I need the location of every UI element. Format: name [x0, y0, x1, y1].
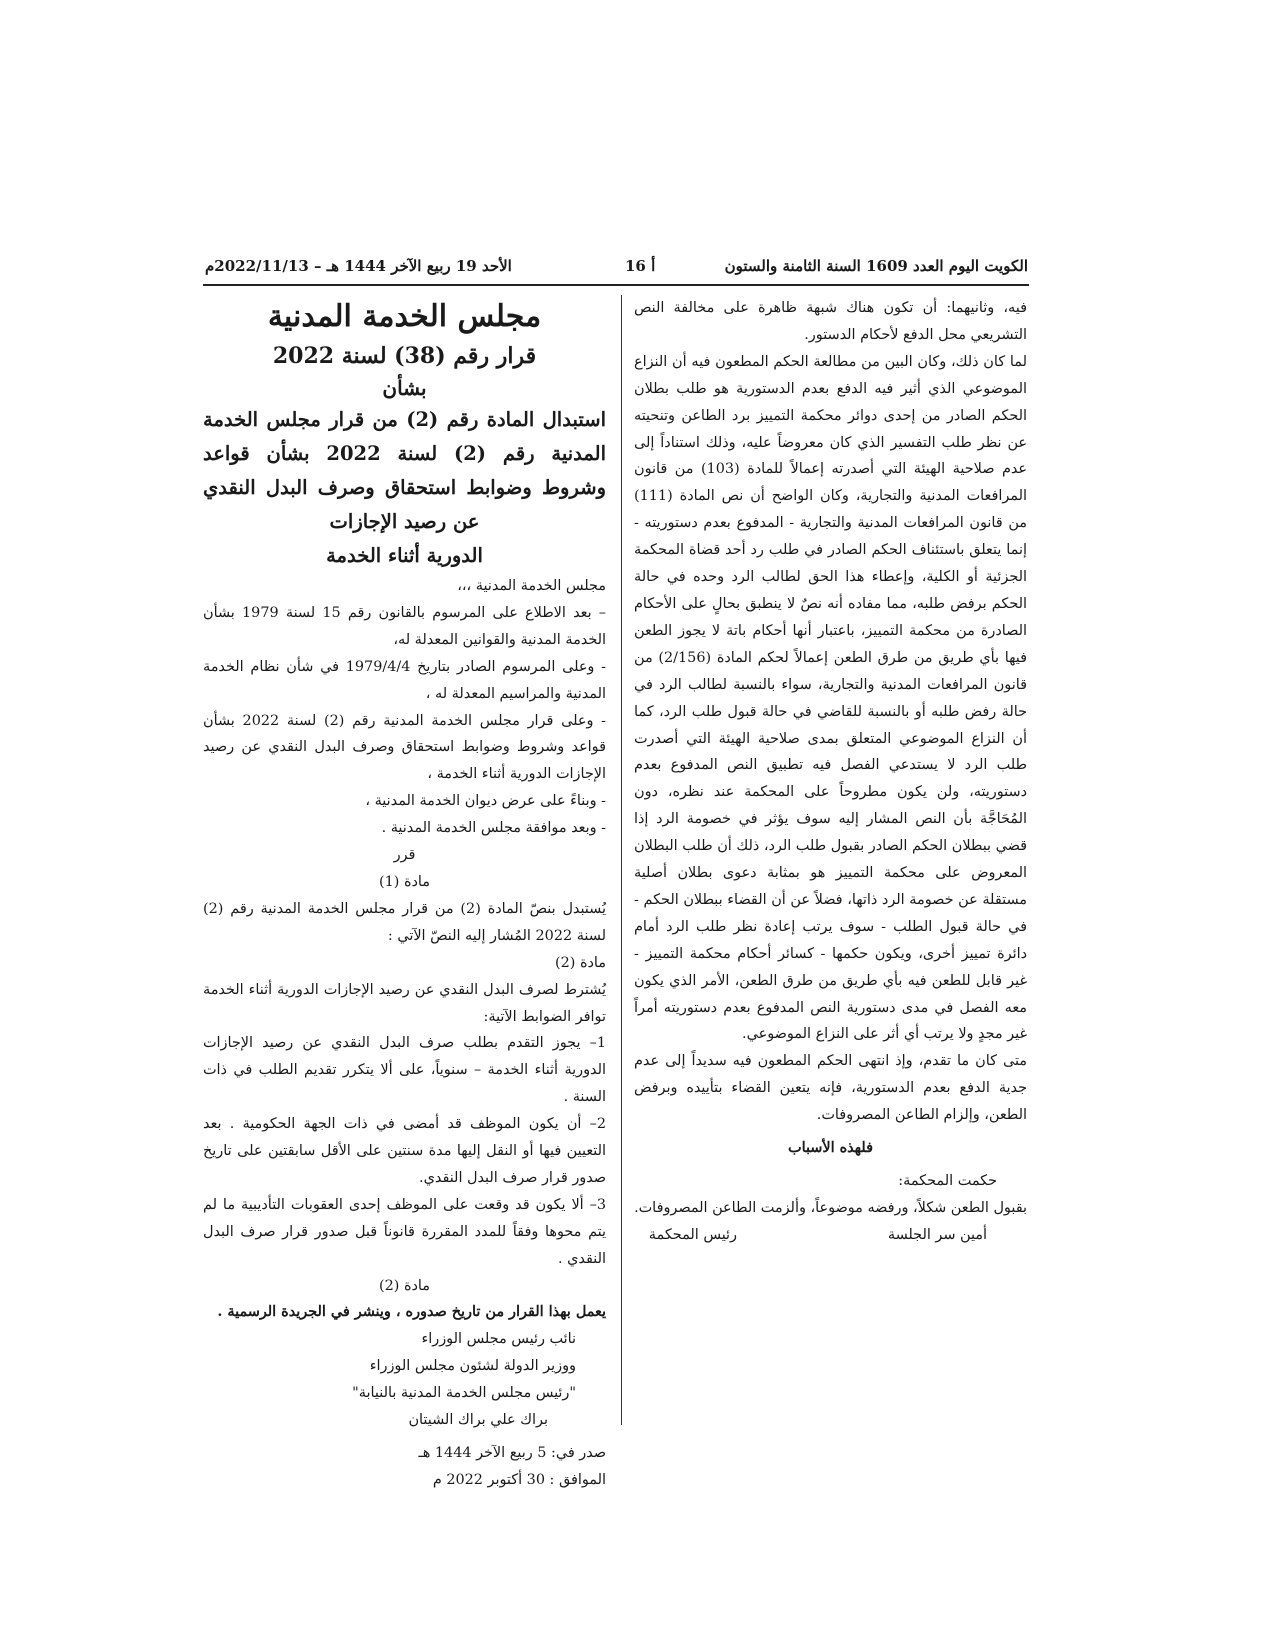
decision-subject-end: الدورية أثناء الخدمة	[326, 544, 483, 567]
article-2-intro: يُشترط لصرف البدل النقدي عن رصيد الإجازات الدورية أثناء الخدمة توافر الضوابط الآتية:	[203, 981, 606, 1025]
decision-number: قرار رقم (38) لسنة 2022	[272, 343, 537, 369]
preamble-item: - وعلى المرسوم الصادر بتاريخ 1979/4/4 في شأن نظام الخدمة المدنية والمراسيم المعدلة له ،	[203, 658, 607, 702]
condition-item: 2– أن يكون الموظف قد أمضى في ذات الجهة الحكومية . بعد التعيين فيها أو النقل إليها مدة سنتين على الأقل سابقتين على تاريخ صدور قرار صرف البدل النقدي.	[203, 1116, 606, 1186]
final-article-heading: مادة (2)	[378, 1277, 430, 1294]
ruling-label: حكمت المحكمة:	[898, 1173, 997, 1189]
column-divider	[621, 295, 622, 1425]
header-publication: الكويت اليوم العدد 1609 السنة الثامنة والستون	[724, 257, 1028, 275]
final-article-text: يعمل بهذا القرار من تاريخ صدوره ، وينشر في الجريدة الرسمية .	[217, 1303, 606, 1321]
decided-heading: قرر	[393, 847, 416, 864]
ruling-paragraph: فيه، وثانيهما: أن تكون هناك شبهة ظاهرة على مخالفة النص التشريعي محل الدفع لأحكام الدستور.	[634, 300, 1027, 343]
signatory-line: ووزير الدولة لشئون مجلس الوزراء	[369, 1358, 576, 1375]
ruling-paragraph: لما كان ذلك، وكان البين من مطالعة الحكم المطعون فيه أن النزاع الموضوعي الذي أثير فيه الدفع بعدم الدستورية هو طلب بطلان الحكم الصادر من إحدى دوائر محكمة التمييز برد الطاعن وتنحيته عن نظر طلب التفسير الذي كان معروضاً عليه، وذلك استناداً إلى عدم صلاحية الهيئة التي أصدرته إعمالاً للمادة (103) من قانون المرافعات المدنية والتجارية، وكان الواضح أن نص المادة (111) من قانون المرافعات المدنية والتجارية - المدفوع بعدم دستوريته - إنما يتعلق باستئناف الحكم الصادر في طلب رد أحد قضاة المحكمة الجزئية أو الكلية، وإعطاء هذا الحق لطالب الرد وحده في حالة الحكم برفض طلبه، مما مفاده أنه نصٌ لا ينطبق بحالٍ على الأحكام الصادرة من محكمة التمييز، باعتبار أنها أحكام باتة لا يجوز الطعن فيها بأي طريق من طرق الطعن إعمالاً لحكم المادة (2/156) من قانون المرافعات المدنية والتجارية، سواء بالنسبة لطالب الرد في حالة رفض طلبه أو بالنسبة للقاضي في حالة قبول طلب الرد، كما أن النزاع الموضوعي المتعلق بمدى صلاحية الهيئة التي أصدرت طلب الرد لا يستدعي الفصل فيه تطبيق النص المدفوع بعدم دستوريته، ولن يكون مطروحاً على المحكمة عند نظره، دون المُحَاجَّة بأن النص المشار إليه سوف يؤثر في خصومة الرد إذا قضي ببطلان الحكم الصادر بقبول طلب الرد، ذلك أن طلب البطلان المعروض على محكمة التمييز هو بمثابة دعوى بطلان أصلية مستقلة عن خصومة الرد ذاتها، فضلاً عن أن القضاء ببطلان الحكم - في حالة قبول الطلب - سوف يرتب إعادة نظر طلب الرد أمام دائرة تمييز أخرى، ويكون حكمها - كسائر أحكام محكمة التمييز - غير قابل للطعن فيه بأي طريق من طرق الطعن، الأمر الذي يكون معه الفصل في مدى دستورية النص المدفوع بعدم دستوريته أمراً غير مجدٍ ولا يرتب أي أثر على النزاع الموضوعي.	[634, 353, 1027, 1043]
page-header	[205, 257, 1028, 279]
decision-regarding: بشأن	[382, 376, 427, 400]
article-1-text: يُستبدل بنصّ المادة (2) من قرار مجلس الخدمة المدنية رقم (2) لسنة 2022 المُشار إليه النصّ الآتي :	[203, 900, 606, 944]
reasons-heading: فلهذه الأسباب	[788, 1139, 873, 1157]
article-1-heading: مادة (1)	[378, 873, 430, 890]
signature-president: رئيس المحكمة	[648, 1226, 737, 1243]
ruling-text: بقبول الطعن شكلاً، ورفضه موضوعاً، وألزمت الطاعن المصروفات.	[634, 1199, 1027, 1216]
decision-column	[203, 295, 606, 1494]
header-page-number: أ 16	[625, 257, 656, 275]
signatory-line: "رئيس مجلس الخدمة المدنية بالنيابة"	[352, 1385, 576, 1402]
preamble-item: – بعد الاطلاع على المرسوم بالقانون رقم 15 لسنة 1979 بشأن الخدمة المدنية والقوانين المعدلة له،	[203, 604, 606, 648]
condition-item: 3– ألا يكون قد وقعت على الموظف إحدى العقوبات التأديبية ما لم يتم محوها وفقاً للمدد المقررة قانوناً قبل صدور قرار صرف البدل النقدي .	[203, 1196, 606, 1267]
issued-hijri: صدر في: 5 ربيع الآخر 1444 هـ	[418, 1445, 606, 1461]
signature-secretary: أمين سر الجلسة	[887, 1226, 987, 1243]
header-rule	[203, 284, 1029, 286]
article-2-heading: مادة (2)	[554, 954, 606, 971]
preamble-item: - وعلى قرار مجلس الخدمة المدنية رقم (2) لسنة 2022 بشأن قواعد وشروط وضوابط استحقاق وصرف البدل النقدي عن رصيد الإجازات الدورية أثناء الخدمة ،	[203, 712, 607, 783]
signatory-line: نائب رئيس مجلس الوزراء	[421, 1331, 576, 1348]
decision-subject: استبدال المادة رقم (2) من قرار مجلس الخدمة المدنية رقم (2) لسنة 2022 بشأن قواعد وشروط وضوابط استحقاق وصرف البدل النقدي عن رصيد الإجازات	[203, 408, 606, 533]
preamble-item: - وبناءً على عرض ديوان الخدمة المدنية ،	[365, 793, 606, 810]
issued-gregorian: الموافق : 30 أكتوبر 2022 م	[432, 1471, 606, 1488]
ruling-paragraph: متى كان ما تقدم، وإذ انتهى الحكم المطعون فيه سديداً إلى عدم جدية الدفع بعدم الدستورية، فإنه يتعين القضاء بتأييده وبرفض الطعن، وإلزام الطاعن المصروفات.	[634, 1053, 1027, 1124]
court-ruling-column	[634, 295, 1027, 1252]
decision-issuer: مجلس الخدمة المدنية ،،،	[457, 578, 606, 594]
header-date: الأحد 19 ربيع الآخر 1444 هـ – 2022/11/13م	[205, 257, 512, 275]
preamble-item: - وبعد موافقة مجلس الخدمة المدنية .	[381, 820, 606, 837]
signatory-name: براك علي براك الشيتان	[408, 1412, 548, 1429]
decision-title: مجلس الخدمة المدنية	[267, 299, 542, 334]
condition-item: 1– يجوز التقدم بطلب صرف البدل النقدي عن رصيد الإجازات الدورية أثناء الخدمة – سنوياً، على ألا يتكرر تقديم الطلب في ذات السنة .	[203, 1035, 606, 1106]
signature-row	[634, 1222, 1027, 1252]
